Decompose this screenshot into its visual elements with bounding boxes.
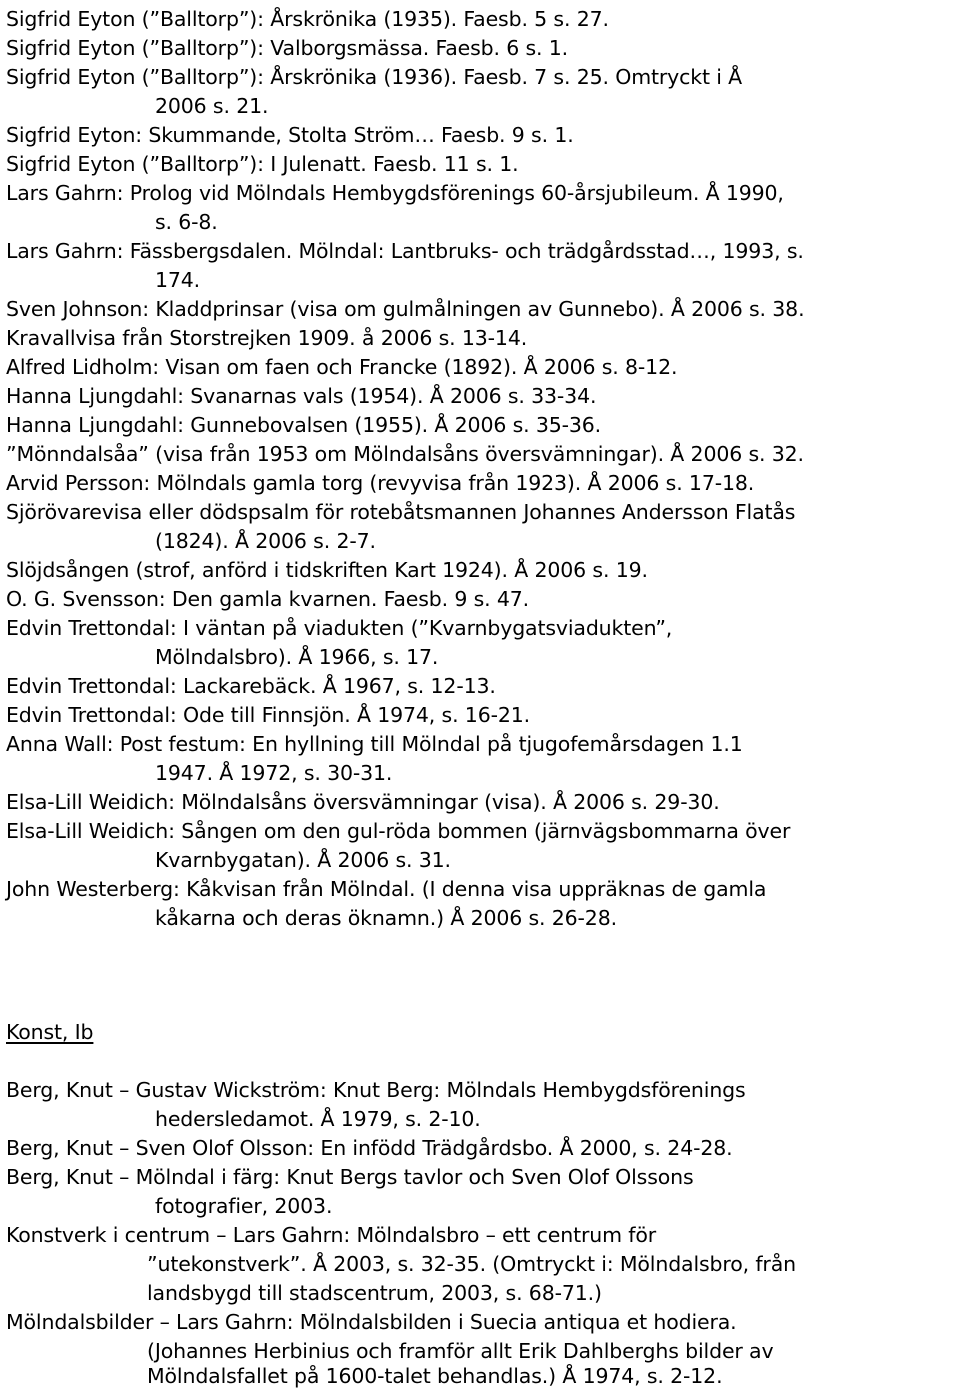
- entry-line: Berg, Knut – Sven Olof Olsson: En infödd Trädgårdsbo. Å 2000, s. 24-28.: [6, 1136, 733, 1160]
- entry-line: landsbygd till stadscentrum, 2003, s. 68-71.): [147, 1281, 602, 1305]
- entry-line: Hanna Ljungdahl: Svanarnas vals (1954). Å 2006 s. 33-34.: [6, 384, 597, 408]
- entry-line: Elsa-Lill Weidich: Sången om den gul-röda bommen (järnvägsbommarna över: [6, 819, 791, 843]
- entry-line: Sigfrid Eyton: Skummande, Stolta Ström… Faesb. 9 s. 1.: [6, 123, 574, 147]
- entry-line: Mölndalsbilder – Lars Gahrn: Mölndalsbilden i Suecia antiqua et hodiera.: [6, 1310, 737, 1334]
- entry-line: Edvin Trettondal: I väntan på viadukten (”Kvarnbygatsviadukten”,: [6, 616, 673, 640]
- entry-line: John Westerberg: Kåkvisan från Mölndal. (I denna visa uppräknas de gamla: [6, 877, 767, 901]
- entry-line: Elsa-Lill Weidich: Mölndalsåns översvämningar (visa). Å 2006 s. 29-30.: [6, 790, 720, 814]
- entry-line: Hanna Ljungdahl: Gunnebovalsen (1955). Å 2006 s. 35-36.: [6, 413, 602, 437]
- entry-line: Anna Wall: Post festum: En hyllning till Mölndal på tjugofemårsdagen 1.1: [6, 732, 743, 756]
- entry-line: Slöjdsången (strof, anförd i tidskriften Kart 1924). Å 2006 s. 19.: [6, 558, 648, 582]
- entry-line: hedersledamot. Å 1979, s. 2-10.: [155, 1107, 481, 1131]
- entry-line: Lars Gahrn: Fässbergsdalen. Mölndal: Lantbruks- och trädgårdsstad…, 1993, s.: [6, 239, 804, 263]
- entry-line: 1947. Å 1972, s. 30-31.: [155, 761, 393, 785]
- entry-line: Kvarnbygatan). Å 2006 s. 31.: [155, 848, 451, 872]
- entry-line: Sven Johnson: Kladdprinsar (visa om gulmålningen av Gunnebo). Å 2006 s. 38.: [6, 297, 805, 321]
- entry-line: Sigfrid Eyton (”Balltorp”): Årskrönika (1935). Faesb. 5 s. 27.: [6, 7, 609, 31]
- entry-line: (1824). Å 2006 s. 2-7.: [155, 529, 376, 553]
- entry-line: ”Mönndalsåa” (visa från 1953 om Mölndalsåns översvämningar). Å 2006 s. 32.: [6, 442, 804, 466]
- entry-line: kåkarna och deras öknamn.) Å 2006 s. 26-28.: [155, 906, 617, 930]
- entry-line: Sjörövarevisa eller dödspsalm för rotebåtsmannen Johannes Andersson Flatås: [6, 500, 796, 524]
- entry-line: Lars Gahrn: Prolog vid Mölndals Hembygdsförenings 60-årsjubileum. Å 1990,: [6, 181, 784, 205]
- entry-line: Sigfrid Eyton (”Balltorp”): Valborgsmässa. Faesb. 6 s. 1.: [6, 36, 569, 60]
- entry-line: s. 6-8.: [155, 210, 218, 234]
- entry-line: Konstverk i centrum – Lars Gahrn: Mölndalsbro – ett centrum för: [6, 1223, 657, 1247]
- entry-line: Sigfrid Eyton (”Balltorp”): Årskrönika (1936). Faesb. 7 s. 25. Omtryckt i Å: [6, 65, 743, 89]
- entry-line: Alfred Lidholm: Visan om faen och Francke (1892). Å 2006 s. 8-12.: [6, 355, 678, 379]
- entry-line: ”utekonstverk”. Å 2003, s. 32-35. (Omtryckt i: Mölndalsbro, från: [147, 1252, 796, 1276]
- entry-line: Sigfrid Eyton (”Balltorp”): I Julenatt. Faesb. 11 s. 1.: [6, 152, 519, 176]
- entry-line: Mölndalsbro). Å 1966, s. 17.: [155, 645, 439, 669]
- entry-line: Berg, Knut – Gustav Wickström: Knut Berg: Mölndals Hembygdsförenings: [6, 1078, 746, 1102]
- entry-line: Mölndalsfallet på 1600-talet behandlas.) Å 1974, s. 2-12.: [147, 1364, 723, 1388]
- entry-line: 174.: [155, 268, 201, 292]
- entry-line: Kravallvisa från Storstrejken 1909. å 2006 s. 13-14.: [6, 326, 528, 350]
- entry-line: Edvin Trettondal: Ode till Finnsjön. Å 1974, s. 16-21.: [6, 703, 530, 727]
- section-heading: Konst, Ib: [6, 1020, 94, 1044]
- entry-line: Edvin Trettondal: Lackarebäck. Å 1967, s. 12-13.: [6, 674, 496, 698]
- entry-line: 2006 s. 21.: [155, 94, 269, 118]
- entry-line: Arvid Persson: Mölndals gamla torg (revyvisa från 1923). Å 2006 s. 17-18.: [6, 471, 755, 495]
- entry-line: Berg, Knut – Mölndal i färg: Knut Bergs tavlor och Sven Olof Olssons: [6, 1165, 694, 1189]
- entry-line: O. G. Svensson: Den gamla kvarnen. Faesb. 9 s. 47.: [6, 587, 529, 611]
- entry-line: (Johannes Herbinius och framför allt Erik Dahlberghs bilder av: [147, 1339, 774, 1363]
- entry-line: fotografier, 2003.: [155, 1194, 333, 1218]
